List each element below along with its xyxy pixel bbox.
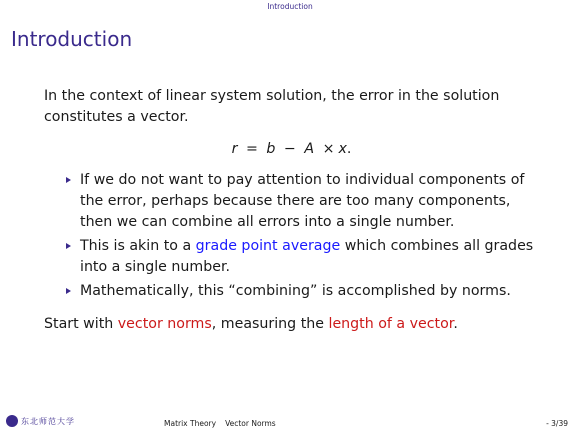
page-number: - 3/39	[546, 419, 568, 428]
formula-equals: =	[245, 141, 258, 157]
bullet-triangle-icon	[66, 288, 71, 294]
university-seal-icon	[6, 415, 18, 427]
closing-pre: Start with	[44, 316, 118, 332]
footer	[0, 413, 580, 433]
formula-b: b	[266, 141, 276, 157]
formula	[44, 139, 539, 160]
university-logo	[6, 415, 75, 427]
bullet-triangle-icon	[66, 177, 71, 183]
bullet-list	[44, 170, 539, 302]
footer-topic: Vector Norms	[225, 419, 276, 428]
formula-times: ×	[322, 141, 335, 157]
bullet-text: If we do not want to pay attention to individual components of the error, perhaps because there are too many components, then we can combine all errors into a single number.	[80, 172, 525, 230]
bullet-text-post: which combines all grades into a single number.	[80, 238, 534, 275]
formula-minus: −	[283, 141, 296, 157]
formula-x: x	[338, 141, 347, 157]
bullet-text-pre: This is akin to a	[80, 238, 196, 254]
footer-course: Matrix Theory	[164, 419, 217, 428]
bullet-triangle-icon	[66, 243, 71, 249]
closing-paragraph	[44, 314, 539, 335]
closing-post: .	[453, 316, 458, 332]
grade-point-average-link[interactable]: grade point average	[195, 238, 341, 254]
university-name: 东北师范大学	[21, 416, 75, 426]
formula-r: r	[231, 141, 238, 157]
page-title: Introduction	[11, 27, 133, 51]
section-header: Introduction	[267, 2, 313, 11]
closing-mid: , measuring the	[211, 316, 329, 332]
intro-paragraph: In the context of linear system solution, the error in the solution constitutes a vector.	[44, 88, 500, 125]
footer-info	[164, 419, 285, 428]
bullet-text: Mathematically, this “combining” is accomplished by norms.	[80, 283, 511, 299]
bullet-item	[66, 236, 539, 278]
vector-norms-highlight: vector norms	[117, 316, 212, 332]
bullet-item	[66, 281, 539, 302]
formula-A: A	[304, 141, 315, 157]
slide-content	[44, 86, 539, 335]
formula-period: .	[346, 141, 352, 157]
length-of-vector-highlight: length of a vector	[328, 316, 454, 332]
bullet-item	[66, 170, 539, 233]
